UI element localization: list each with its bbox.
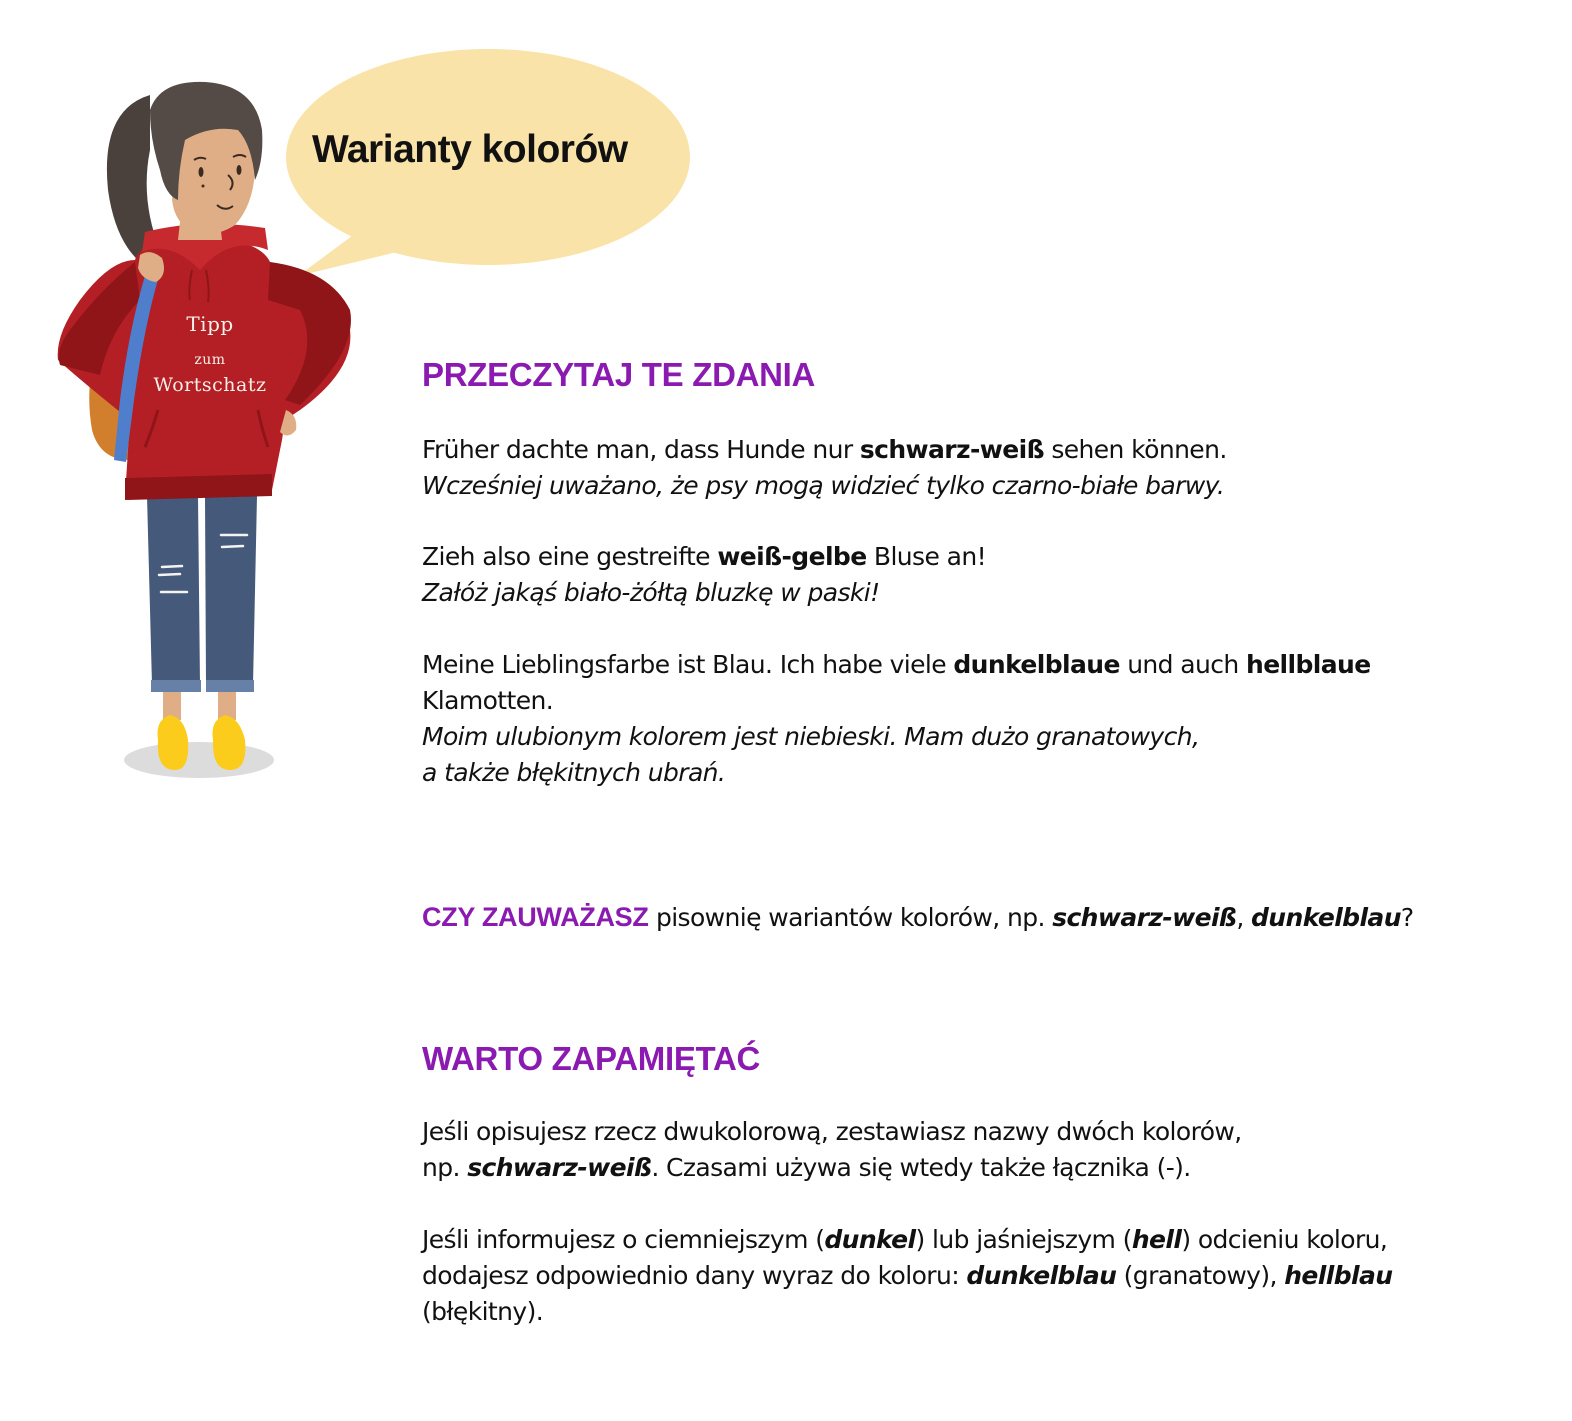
highlight-dunkelblaue: dunkelblaue (953, 650, 1120, 679)
hoodie-text-zum: zum (194, 352, 226, 368)
question-example-schwarz-weiss: schwarz-weiß (1052, 903, 1237, 932)
rule-1-line-2: np. schwarz-weiß. Czasami używa się wtedy także łącznika (-). (422, 1153, 1191, 1182)
example-2-de: Zieh also eine gestreifte weiß-gelbe Bluse an! (422, 542, 986, 571)
example-3-de: Meine Lieblingsfarbe ist Blau. Ich habe viele dunkelblaue und auch hellblaue (422, 650, 1371, 679)
example-3-pl-line2: a także błękitnych ubrań. (422, 758, 726, 787)
rule-2-line-2: dodajesz odpowiednio dany wyraz do koloru: dunkelblau (granatowy), hellblau (422, 1261, 1393, 1290)
example-3-de-line2: Klamotten. (422, 686, 554, 715)
notice-lead: CZY ZAUWAŻASZ (422, 902, 649, 932)
rule-2-line-1: Jeśli informujesz o ciemniejszym (dunkel) lub jaśniejszym (hell) odcieniu koloru, (422, 1225, 1388, 1254)
hoodie-text-wortschatz: Wortschatz (153, 374, 267, 396)
example-1-pl: Wcześniej uważano, że psy mogą widzieć tylko czarno-białe barwy. (422, 471, 1225, 500)
highlight-schwarz-weiss: schwarz-weiß (859, 435, 1044, 464)
example-2-pl: Załóż jakąś biało-żółtą bluzkę w paski! (422, 578, 880, 607)
section-heading-remember: WARTO ZAPAMIĘTAĆ (422, 1040, 761, 1077)
hoodie-text-tipp: Tipp (186, 312, 234, 336)
example-1-de: Früher dachte man, dass Hunde nur schwarz-weiß sehen können. (422, 435, 1227, 464)
rule-2-line-3: (błękitny). (422, 1297, 544, 1326)
bubble-title: Warianty kolorów (312, 128, 628, 171)
notice-question: CZY ZAUWAŻASZ pisownię wariantów kolorów, np. schwarz-weiß, dunkelblau? (422, 902, 1414, 932)
question-example-dunkelblau: dunkelblau (1251, 903, 1401, 932)
highlight-hellblaue: hellblaue (1246, 650, 1371, 679)
section-heading-read: PRZECZYTAJ TE ZDANIA (422, 356, 816, 393)
example-3-pl-line1: Moim ulubionym kolorem jest niebieski. Mam dużo granatowych, (422, 722, 1200, 751)
highlight-weiss-gelbe: weiß-gelbe (717, 542, 867, 571)
rule-1-line-1: Jeśli opisujesz rzecz dwukolorową, zestawiasz nazwy dwóch kolorów, (422, 1117, 1242, 1146)
